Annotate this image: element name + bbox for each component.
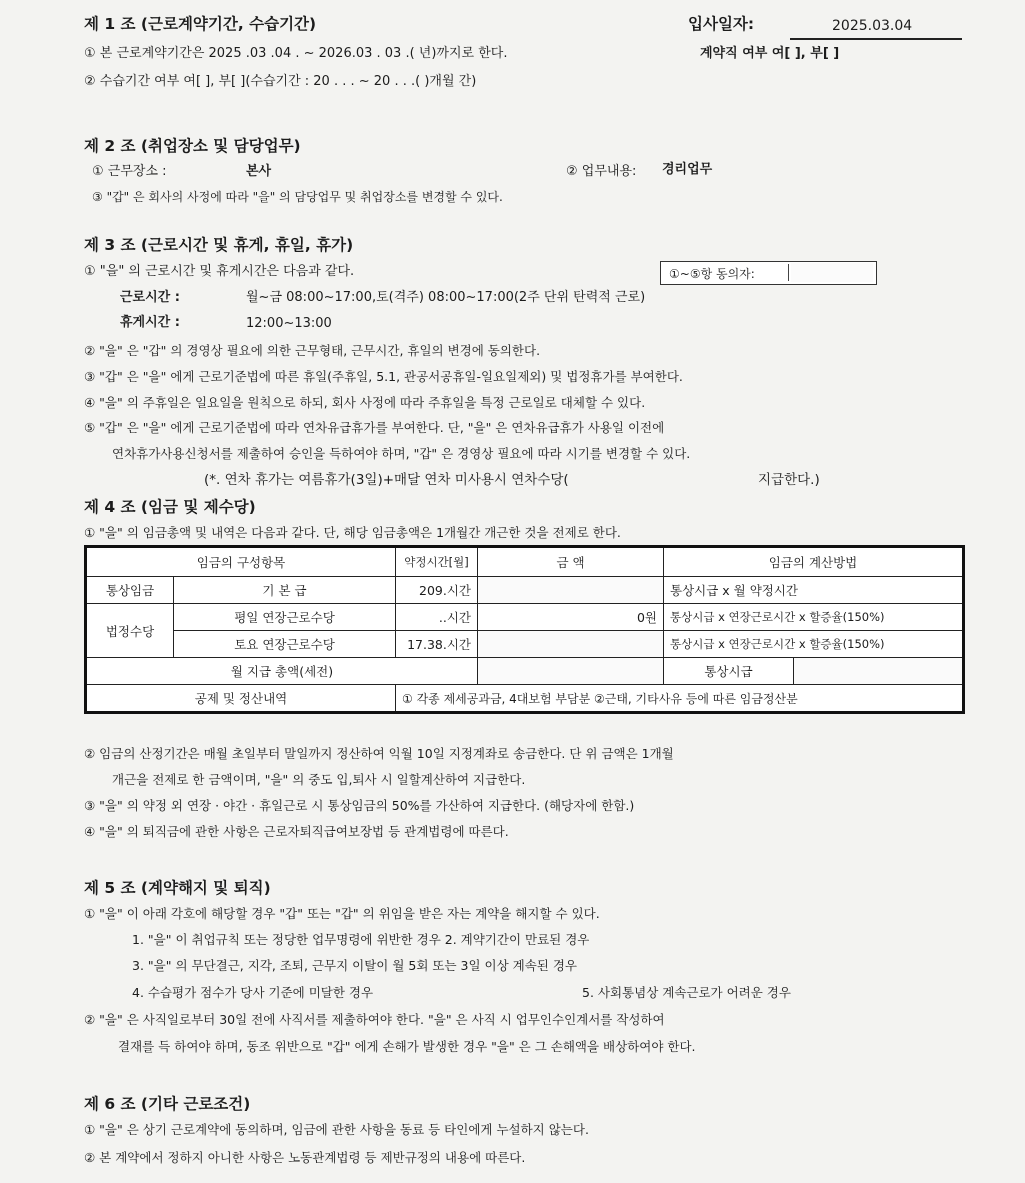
article-3-line-2: ② "을" 은 "갑" 의 경영상 필요에 의한 근무형태, 근무시간, 휴일의 변경에 동의한다. bbox=[84, 343, 541, 358]
workplace-value: 본사 bbox=[246, 164, 272, 179]
article-2-line-3: ③ "갑" 은 회사의 사정에 따라 "을" 의 담당업무 및 취업장소를 변경할 수 있다. bbox=[92, 190, 503, 204]
contract-type-field: 계약직 여부 여[ ], 부[ ] bbox=[700, 46, 840, 61]
article-5-item-3: 3. "을" 의 무단결근, 지각, 조퇴, 근무지 이탈이 월 5회 또는 3일 이상 계속된 경우 bbox=[132, 958, 577, 973]
total-monthly-pay-value bbox=[478, 658, 664, 685]
total-monthly-pay-label: 월 지급 총액(세전) bbox=[86, 658, 478, 685]
article-5-line-1: ① "을" 이 아래 각호에 해당할 경우 "갑" 또는 "갑" 의 위임을 받은 자는 계약을 해지할 수 있다. bbox=[84, 906, 600, 921]
work-hours-label: 근로시간 : bbox=[120, 290, 180, 305]
article-2-heading: 제 2 조 (취업장소 및 담당업무) bbox=[84, 137, 301, 155]
duty-label: ② 업무내용: bbox=[566, 164, 637, 179]
wage-table bbox=[84, 545, 965, 714]
category-regular-wage: 통상임금 bbox=[86, 577, 174, 604]
wage-table-header-row bbox=[86, 547, 964, 577]
work-hours-value: 월~금 08:00~17:00,토(격주) 08:00~17:00(2주 단위 탄력적 근로) bbox=[246, 290, 646, 305]
deduction-label: 공제 및 정산내역 bbox=[86, 685, 396, 713]
method-weekday-overtime: 통상시급 x 연장근로시간 x 할증율(150%) bbox=[664, 604, 964, 631]
deduction-value: ① 각종 제세공과금, 4대보험 부담분 ②근태, 기타사유 등에 따른 임금정산분 bbox=[396, 685, 964, 713]
article-4-line-3: ③ "을" 의 약정 외 연장 · 야간 · 휴일근로 시 통상임금의 50%를 가산하여 지급한다. (해당자에 한함.) bbox=[84, 798, 635, 813]
item-weekday-overtime: 평일 연장근로수당 bbox=[174, 604, 396, 631]
break-time-value: 12:00~13:00 bbox=[246, 316, 332, 331]
hire-date-value: 2025.03.04 bbox=[832, 18, 913, 34]
article-3-line-3: ③ "갑" 은 "을" 에게 근로기준법에 따른 휴일(주휴일, 5.1, 관공서공휴일-일요일제외) 및 법정휴가를 부여한다. bbox=[84, 369, 683, 384]
article-6-heading: 제 6 조 (기타 근로조건) bbox=[84, 1095, 251, 1113]
category-legal-allowance: 법정수당 bbox=[86, 604, 174, 658]
article-5-line-2-continued: 결재를 득 하여야 하며, 동조 위반으로 "갑" 에게 손해가 발생한 경우 "을" 은 그 손해액을 배상하여야 한다. bbox=[118, 1039, 696, 1054]
amount-base-pay bbox=[478, 577, 664, 604]
table-row bbox=[86, 604, 964, 631]
consent-signature-area bbox=[791, 263, 873, 282]
article-5-item-1-2: 1. "을" 이 취업규칙 또는 정당한 업무명령에 위반한 경우 2. 계약기간이 만료된 경우 bbox=[132, 932, 590, 947]
hourly-wage-label: 통상시급 bbox=[664, 658, 794, 685]
item-saturday-overtime: 토요 연장근로수당 bbox=[174, 631, 396, 658]
header-calc-method: 임금의 계산방법 bbox=[664, 547, 964, 577]
hourly-wage-value bbox=[794, 658, 964, 685]
article-4-line-2: ② 임금의 산정기간은 매월 초일부터 말일까지 정산하여 익월 10일 지정계좌로 송금한다. 단 위 금액은 1개월 bbox=[84, 746, 674, 761]
hours-base-pay: 209.시간 bbox=[396, 577, 478, 604]
workplace-label: ① 근무장소 : bbox=[92, 164, 167, 179]
hours-saturday-overtime: 17.38.시간 bbox=[396, 631, 478, 658]
method-base-pay: 통상시급 x 월 약정시간 bbox=[664, 577, 964, 604]
article-4-line-1: ① "을" 의 임금총액 및 내역은 다음과 같다. 단, 해당 임금총액은 1개월간 개근한 것을 전제로 한다. bbox=[84, 525, 621, 540]
article-4-heading: 제 4 조 (임금 및 제수당) bbox=[84, 498, 256, 516]
article-6-line-1: ① "을" 은 상기 근로계약에 동의하며, 임금에 관한 사항을 동료 등 타인에게 누설하지 않는다. bbox=[84, 1122, 589, 1137]
article-1-heading: 제 1 조 (근로계약기간, 수습기간) bbox=[84, 15, 317, 33]
article-1-line-1: ① 본 근로계약기간은 2025 .03 .04 . ~ 2026.03 . 03 .( 년)까지로 한다. bbox=[84, 46, 508, 61]
article-3-line-5: ⑤ "갑" 은 "을" 에게 근로기준법에 따라 연차유급휴가를 부여한다. 단, "을" 은 연차유급휴가 사용일 이전에 bbox=[84, 420, 665, 435]
duty-value: 경리업무 bbox=[662, 162, 713, 177]
annual-leave-note: (*. 연차 휴가는 여름휴가(3일)+매달 연차 미사용시 연차수당( bbox=[204, 472, 569, 488]
hire-date-label: 입사일자: bbox=[688, 15, 755, 33]
table-row bbox=[86, 631, 964, 658]
header-components: 임금의 구성항목 bbox=[86, 547, 396, 577]
header-contract-hours: 약정시간[월] bbox=[396, 547, 478, 577]
article-3-line-5-continued: 연차휴가사용신청서를 제출하여 승인을 득하여야 하며, "갑" 은 경영상 필요에 따라 시기를 변경할 수 있다. bbox=[112, 446, 691, 461]
table-row bbox=[86, 577, 964, 604]
article-4-line-2-continued: 개근을 전제로 한 금액이며, "을" 의 중도 입,퇴사 시 일할계산하여 지급한다. bbox=[112, 772, 526, 787]
hours-weekday-overtime: ..시간 bbox=[396, 604, 478, 631]
method-saturday-overtime: 통상시급 x 연장근로시간 x 할증율(150%) bbox=[664, 631, 964, 658]
amount-weekday-overtime: 0원 bbox=[478, 604, 664, 631]
article-3-line-1: ① "을" 의 근로시간 및 휴게시간은 다음과 같다. bbox=[84, 264, 355, 279]
article-5-item-4: 4. 수습평가 점수가 당사 기준에 미달한 경우 bbox=[132, 985, 374, 1000]
break-time-label: 휴게시간 : bbox=[120, 315, 180, 330]
table-row bbox=[86, 685, 964, 713]
article-5-heading: 제 5 조 (계약해지 및 퇴직) bbox=[84, 879, 271, 897]
hire-date-underline bbox=[790, 38, 962, 40]
table-row bbox=[86, 658, 964, 685]
amount-saturday-overtime bbox=[478, 631, 664, 658]
article-4-line-4: ④ "을" 의 퇴직금에 관한 사항은 근로자퇴직급여보장법 등 관계법령에 따른다. bbox=[84, 824, 509, 839]
consent-label: ①~⑤항 동의자: bbox=[669, 267, 755, 281]
header-amount: 금 액 bbox=[478, 547, 664, 577]
article-3-heading: 제 3 조 (근로시간 및 휴게, 휴일, 휴가) bbox=[84, 236, 354, 254]
consent-signature-box bbox=[660, 261, 877, 285]
article-5-line-2: ② "을" 은 사직일로부터 30일 전에 사직서를 제출하여야 한다. "을" 은 사직 시 업무인수인계서를 작성하여 bbox=[84, 1012, 665, 1027]
article-6-line-2: ② 본 계약에서 정하지 아니한 사항은 노동관계법령 등 제반규정의 내용에 따른다. bbox=[84, 1150, 526, 1165]
item-base-pay: 기 본 급 bbox=[174, 577, 396, 604]
article-3-line-4: ④ "을" 의 주휴일은 일요일을 원칙으로 하되, 회사 사정에 따라 주휴일을 특정 근로일로 대체할 수 있다. bbox=[84, 395, 646, 410]
consent-divider bbox=[788, 264, 789, 281]
article-1-line-2: ② 수습기간 여부 여[ ], 부[ ](수습기간 : 20 . . . ~ 20 . . .( )개월 간) bbox=[84, 74, 477, 89]
annual-leave-note-end: 지급한다.) bbox=[758, 472, 820, 488]
article-5-item-5: 5. 사회통념상 계속근로가 어려운 경우 bbox=[582, 985, 791, 1000]
